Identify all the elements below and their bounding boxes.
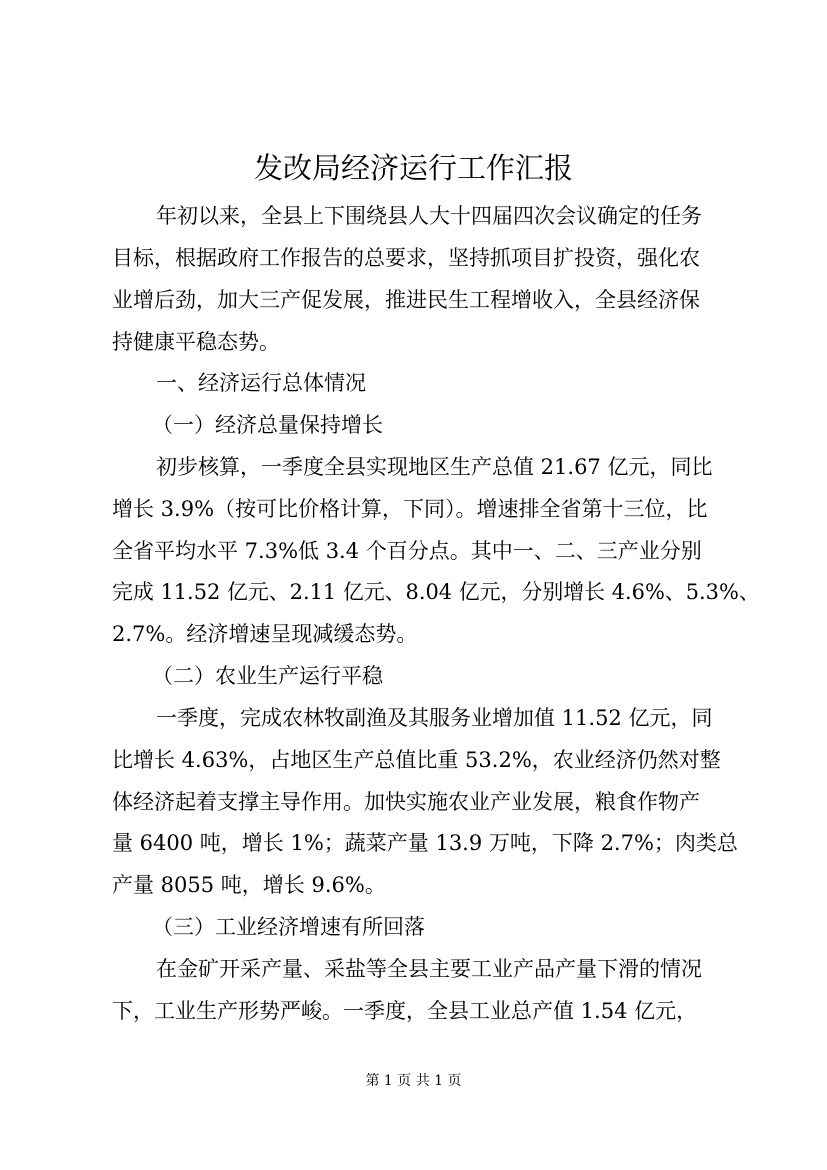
- body-line: 产量 8055 吨，增长 9.6%。: [112, 873, 386, 897]
- body-line: 体经济起着支撑主导作用。加快实施农业产业发展，粮食作物产: [112, 790, 700, 814]
- body-line: 一季度，完成农林牧副渔及其服务业增加值 11.52 亿元，同: [156, 706, 713, 730]
- subsection-heading: （三）工业经济增速有所回落: [152, 915, 425, 939]
- body-line: 下，工业生产形势严峻。一季度，全县工业总产值 1.54 亿元，: [112, 999, 698, 1023]
- body-line: 持健康平稳态势。: [112, 330, 280, 354]
- body-line: 在金矿开采产量、采盐等全县主要工业产品产量下滑的情况: [156, 957, 702, 981]
- body-line: 初步核算，一季度全县实现地区生产总值 21.67 亿元，同比: [156, 455, 713, 479]
- subsection-heading: （一）经济总量保持增长: [152, 413, 383, 437]
- body-line: 2.7%。经济增速呈现减缓态势。: [112, 622, 418, 646]
- body-line: 全省平均水平 7.3%低 3.4 个百分点。其中一、二、三产业分别: [112, 539, 702, 563]
- body-line: 目标，根据政府工作报告的总要求，坚持抓项目扩投资，强化农: [112, 246, 700, 270]
- body-line: 量 6400 吨，增长 1%；蔬菜产量 13.9 万吨，下降 2.7%；肉类总: [112, 831, 738, 855]
- body-line: 完成 11.52 亿元、2.11 亿元、8.04 亿元，分别增长 4.6%、5.3%、: [112, 580, 760, 604]
- subsection-heading: （二）农业生产运行平稳: [152, 664, 383, 688]
- body-line: 业增后劲，加大三产促发展，推进民生工程增收入，全县经济保: [112, 288, 700, 312]
- body-line: 比增长 4.63%，占地区生产总值比重 53.2%，农业经济仍然对整: [112, 748, 721, 772]
- body-line: 年初以来，全县上下围绕县人大十四届四次会议确定的任务: [156, 204, 702, 228]
- body-line: 增长 3.9%（按可比价格计算，下同）。增速排全省第十三位，比: [112, 497, 708, 521]
- page-number: 第 1 页 共 1 页: [365, 1073, 462, 1089]
- section-heading: 一、经济运行总体情况: [156, 371, 366, 395]
- document-title: 发改局经济运行工作汇报: [253, 151, 573, 185]
